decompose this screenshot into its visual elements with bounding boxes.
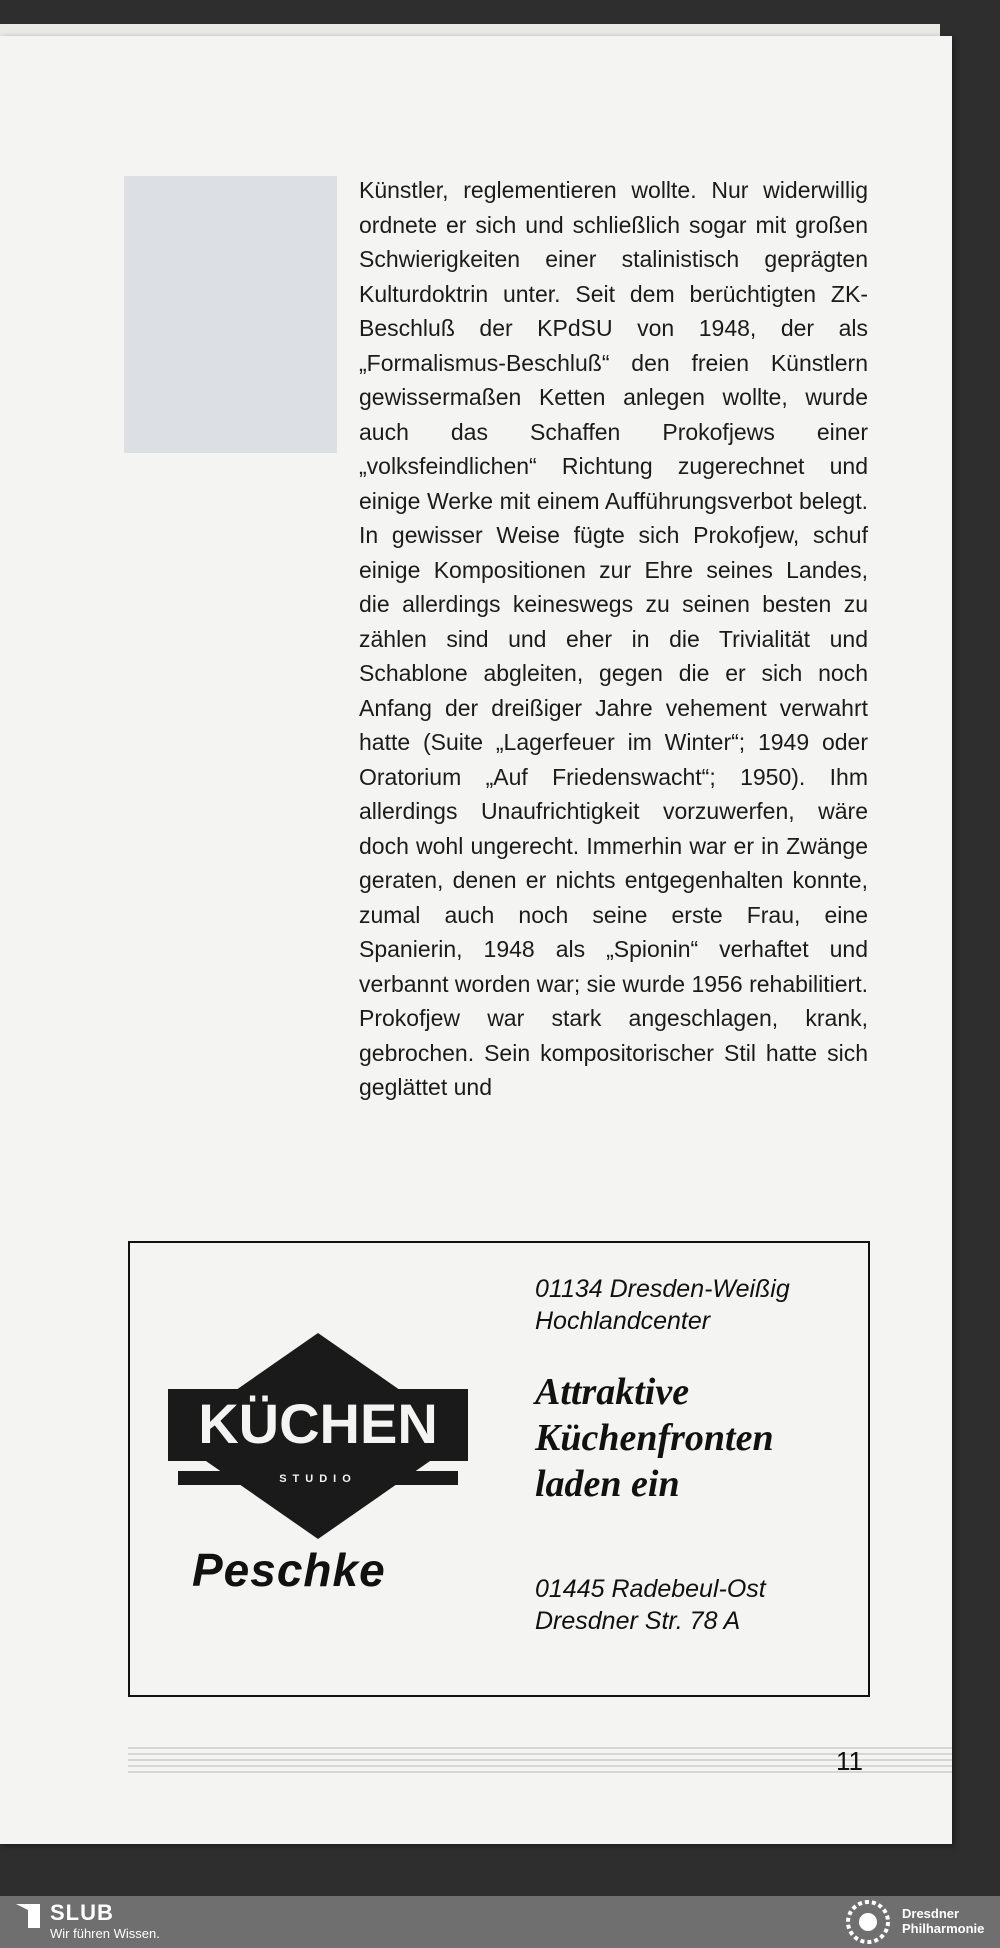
kuechen-studio-logo bbox=[168, 1331, 468, 1541]
logo-subword: STUDIO bbox=[279, 1473, 357, 1485]
kitchen-advertisement bbox=[128, 1241, 870, 1697]
page-number: 11 bbox=[836, 1746, 863, 1776]
partner-name-line1: Dresdner bbox=[902, 1906, 960, 1921]
article-body bbox=[359, 173, 868, 1105]
article-paragraph: Künstler, reglementieren wollte. Nur widerwillig ordnete er sich und schließlich sogar mit großen Schwierigkeiten einer stalinistisch geprägten Kulturdoktrin unter. Seit dem berüchtigten ZK-Beschluß der KPdSU von 1948, der als „Formalismus-Beschluß“ den freien Künstlern gewissermaßen Ketten anlegen wollte, wurde auch das Schaffen Prokofjews einer „volksfeindlichen“ Richtung zugerechnet und einige Werke mit einem Aufführungsverbot belegt. In gewisser Weise fügte sich Prokofjew, schuf einige Kompositionen zur Ehre seines Landes, die allerdings keineswegs zu seinen besten zu zählen sind und eher in die Trivialität und Schablone abgleiten, gegen die er sich noch Anfang der dreißiger Jahre vehement verwahrt hatte (Suite „Lagerfeuer im Winter“; 1949 oder Oratorium „Auf Friedenswacht“; 1950). Ihm allerdings Unaufrichtigkeit vorzuwerfen, wäre doch wohl ungerecht. Immerhin war er in Zwänge geraten, denen er nichts entgegenhalten konnte, zumal auch noch seine erste Frau, eine Spanierin, 1948 als „Spionin“ verhaftet und verbannt worden war; sie wurde 1956 rehabilitiert. Prokofjew war stark angeschlagen, krank, gebrochen. Sein kompositorischer Stil hatte sich geglättet und bbox=[359, 177, 868, 1100]
ad-address-top-line2: Hochlandcenter bbox=[535, 1307, 711, 1335]
library-name: SLUB bbox=[50, 1900, 114, 1925]
philharmonie-emblem-icon bbox=[842, 1900, 894, 1944]
ad-address-bottom bbox=[535, 1573, 766, 1637]
brand-name: Peschke bbox=[192, 1544, 386, 1596]
slub-book-icon bbox=[14, 1902, 42, 1930]
partner-name bbox=[902, 1906, 984, 1936]
ad-headline bbox=[535, 1369, 774, 1507]
music-staff-decoration bbox=[128, 1744, 952, 1784]
library-footer-bar bbox=[0, 1896, 1000, 1948]
scanned-page bbox=[0, 36, 952, 1844]
ad-headline-line3: laden ein bbox=[535, 1463, 680, 1505]
logo-word: KÜCHEN bbox=[198, 1392, 438, 1455]
ad-address-bottom-line1: 01445 Radebeul-Ost bbox=[535, 1575, 766, 1603]
ad-headline-line1: Attraktive bbox=[535, 1371, 690, 1413]
ad-address-top-line1: 01134 Dresden-Weißig bbox=[535, 1275, 790, 1303]
ad-address-top bbox=[535, 1273, 790, 1337]
partner-name-line2: Philharmonie bbox=[902, 1921, 985, 1936]
library-tagline: Wir führen Wissen. bbox=[50, 1926, 160, 1941]
ad-address-bottom-line2: Dresdner Str. 78 A bbox=[535, 1607, 741, 1635]
ad-headline-line2: Küchenfronten bbox=[535, 1417, 774, 1459]
faded-portrait-photo bbox=[124, 176, 337, 453]
